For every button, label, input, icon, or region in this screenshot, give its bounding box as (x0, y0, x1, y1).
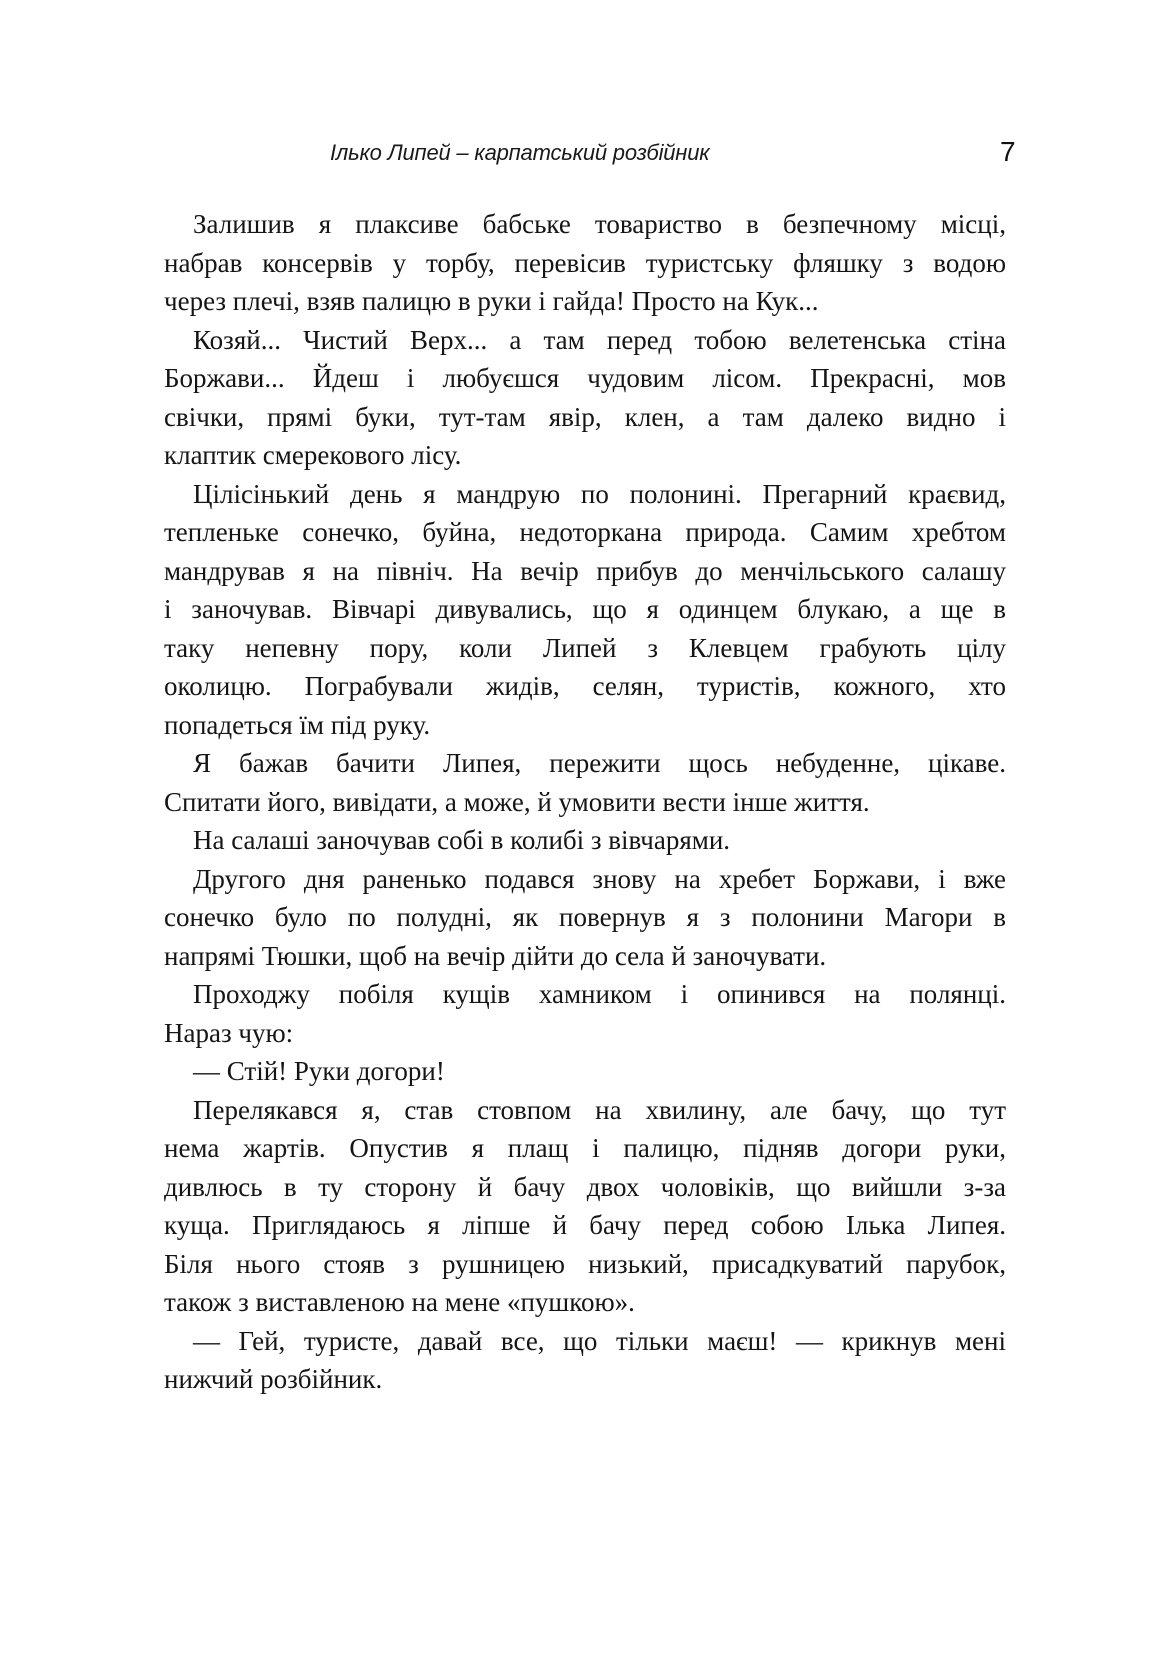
text-line: Козяй... Чистий Верх... а там перед тобою велетенська стіна (193, 324, 1006, 355)
text-line: околицю. Пограбували жидів, селян, туристів, кожного, хто (164, 671, 1006, 701)
text-line: попадеться їм під руку. (164, 709, 431, 740)
text-line: і заночував. Вівчарі дивувались, що я одинцем блукаю, а ще в (164, 594, 1006, 624)
dialogue-paragraph (164, 1052, 1006, 1091)
paragraph (164, 975, 1006, 1052)
text-line: тепленьке сонечко, буйна, недоторкана природа. Самим хребтом (164, 517, 1006, 547)
text-line: сонечко було по полудні, як повернув я з полонини Магори в (164, 902, 1006, 932)
text-line: таку непевну пору, коли Липей з Клевцем грабують цілу (164, 632, 1006, 663)
text-line: дивлюсь в ту сторону й бачу двох чоловіків, що вийшли з-за (164, 1171, 1006, 1202)
text-line: — Стій! Руки догори! (193, 1056, 445, 1086)
paragraph (164, 475, 1006, 745)
paragraph (164, 744, 1006, 821)
text-line: Залишив я плаксиве бабське товариство в безпечному місці, (193, 209, 1006, 239)
page-number: 7 (1000, 136, 1016, 167)
text-line: Боржави... Йдеш і любуєшся чудовим лісом. Прекрасні, мов (164, 363, 1006, 393)
text-line: куща. Приглядаюсь я ліпше й бачу перед собою Ілька Липея. (164, 1210, 1006, 1240)
text-line: мандрував я на північ. На вечір прибув до менчільського салашу (164, 555, 1006, 586)
text-line: — Гей, туристе, давай все, що тільки маєш! — крикнув мені (193, 1325, 1006, 1356)
body-text (164, 205, 1006, 1399)
paragraph (164, 1091, 1006, 1322)
text-line: Біля нього стояв з рушницею низький, присадкуватий парубок, (164, 1248, 1006, 1279)
dialogue-paragraph (164, 1322, 1006, 1399)
text-line: нижчий розбійник. (164, 1364, 383, 1394)
running-header-title: Ілько Липей – карпатський розбійник (330, 140, 710, 165)
text-line: Перелякався я, став стовпом на хвилину, але бачу, що тут (193, 1094, 1006, 1125)
text-line: нема жартів. Опустив я плащ і палицю, підняв догори руки, (164, 1133, 1006, 1163)
text-line: також з виставленою на мене «пушкою». (164, 1287, 635, 1317)
paragraph (164, 821, 1006, 860)
text-line: свічки, прямі буки, тут-там явір, клен, а там далеко видно і (164, 401, 1006, 432)
text-line: Нараз чую: (164, 1017, 294, 1048)
text-line: набрав консервів у торбу, перевісив туристську фляшку з водою (164, 247, 1006, 278)
paragraph (164, 321, 1006, 475)
text-line: Я бажав бачити Липея, пережити щось небуденне, цікаве. (193, 748, 1006, 778)
text-line: Другого дня раненько подався знову на хребет Боржави, і вже (193, 863, 1006, 894)
text-line: через плечі, взяв палицю в руки і гайда! Просто на Кук... (164, 286, 819, 316)
text-line: клаптик смерекового лісу. (164, 440, 462, 470)
paragraph (164, 860, 1006, 976)
text-line: Проходжу побіля кущів хамником і опинився на полянці. (193, 979, 1006, 1009)
text-line: напрямі Тюшки, щоб на вечір дійти до села й заночувати. (164, 940, 827, 971)
text-line: Спитати його, вивідати, а може, й умовити вести інше життя. (164, 786, 870, 817)
paragraph (164, 205, 1006, 321)
text-line: На салаші заночував собі в колибі з вівчарями. (193, 825, 731, 855)
text-line: Цілісінький день я мандрую по полонині. Прегарний краєвид, (193, 478, 1006, 509)
